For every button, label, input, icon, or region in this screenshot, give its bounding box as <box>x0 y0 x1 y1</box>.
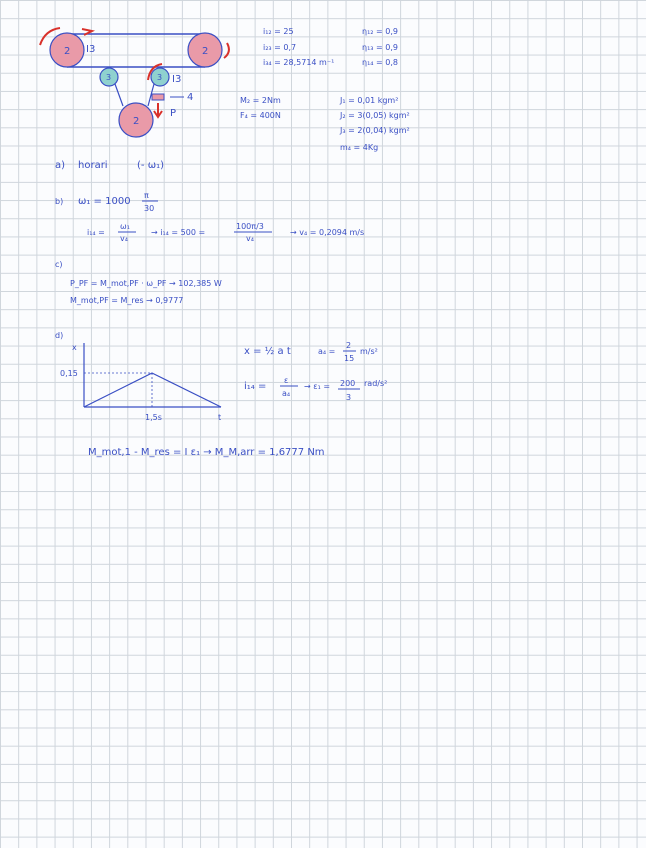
inertia-2: J₂ = 3(0,05) kgm² <box>340 111 410 120</box>
ratio-eq: i₁₄ = <box>87 228 105 237</box>
wheel-mid-label: 3 <box>157 73 163 82</box>
wheel-left-label: 2 <box>64 46 71 57</box>
part-d <box>55 331 387 458</box>
moment-eq: M_mot,PF = M_res → 0,9777 <box>70 296 184 305</box>
wheel-small-label: 3 <box>106 73 112 82</box>
velocity-result: → v₄ = 0,2094 m/s <box>290 228 365 237</box>
mass-4: m₄ = 4Kg <box>340 143 379 152</box>
angular-accel-den: 3 <box>346 393 352 402</box>
load-1: M₂ = 2Nm <box>240 96 281 105</box>
pulley-diagram <box>40 28 229 137</box>
ratio-1: i₁₂ = 25 <box>263 27 294 36</box>
tick-x: 1,5s <box>145 413 162 422</box>
accel-unit: m/s² <box>360 347 378 356</box>
omega-1: ω₁ = 1000 <box>78 196 131 207</box>
label-i3-top: I3 <box>86 44 96 55</box>
part-c-label: c) <box>55 260 63 269</box>
angular-ratio-num: ε <box>284 376 289 385</box>
part-a-label: a) <box>55 160 66 171</box>
angular-accel-num: 200 <box>340 379 356 388</box>
part-a <box>55 160 164 171</box>
efficiency-1: η₁₂ = 0,9 <box>362 27 398 36</box>
angular-ratio-eq: i₁₄ = <box>244 381 267 392</box>
inertia-1: J₁ = 0,01 kgm² <box>340 96 399 105</box>
rotation-arrow-right <box>224 43 229 58</box>
ratio-frac2-num: 100π/3 <box>236 222 264 231</box>
ratio-frac-num: ω₁ <box>120 222 130 231</box>
kinematics-eq: x = ½ a t <box>244 346 291 357</box>
load-2: F₄ = 400N <box>240 111 281 120</box>
inertia-3: J₃ = 2(0,04) kgm² <box>340 126 410 135</box>
wheel-right-label: 2 <box>202 46 209 57</box>
part-d-label: d) <box>55 331 64 340</box>
ratio-eq-2: → i₁₄ = 500 = <box>151 228 206 237</box>
omega-1-num: π <box>144 191 149 200</box>
part-b <box>55 191 364 243</box>
givens <box>240 27 410 152</box>
angular-accel-eq: → ε₁ = <box>304 382 331 391</box>
axis-x-label: x <box>72 343 77 352</box>
angular-ratio-den: a₄ <box>282 389 291 398</box>
part-a-direction: (- ω₁) <box>137 160 164 171</box>
power-eq: P_PF = M_mot,PF · ω_PF → 102,385 W <box>70 279 222 288</box>
efficiency-2: η₁₃ = 0,9 <box>362 43 398 52</box>
label-4: 4 <box>187 92 194 103</box>
load-block <box>152 94 164 100</box>
accel-den: 15 <box>344 354 355 363</box>
part-a-text: horari <box>78 160 108 171</box>
ratio-3: i₃₄ = 28,5714 m⁻¹ <box>263 58 335 67</box>
angular-accel-unit: rad/s² <box>364 379 388 388</box>
wheel-bottom-label: 2 <box>133 116 140 127</box>
part-b-label: b) <box>55 197 64 206</box>
omega-1-den: 30 <box>144 204 155 213</box>
axis-t-label: t <box>218 413 222 422</box>
ratio-frac2-den: v₄ <box>246 234 254 243</box>
part-c <box>55 260 222 305</box>
displacement-curve <box>84 373 221 407</box>
ratio-2: i₂₃ = 0,7 <box>263 43 297 52</box>
accel-eq: a₄ = <box>318 347 336 356</box>
label-p: P <box>170 108 177 119</box>
tick-y: 0,15 <box>60 369 78 378</box>
efficiency-3: η₁₄ = 0,8 <box>362 58 398 67</box>
accel-num: 2 <box>346 341 352 350</box>
label-i3-mid: I3 <box>172 74 182 85</box>
ratio-frac-den: v₄ <box>120 234 128 243</box>
final-moment-eq: M_mot,1 - M_res = I ε₁ → M_M,arr = 1,6777 Nm <box>88 447 325 458</box>
